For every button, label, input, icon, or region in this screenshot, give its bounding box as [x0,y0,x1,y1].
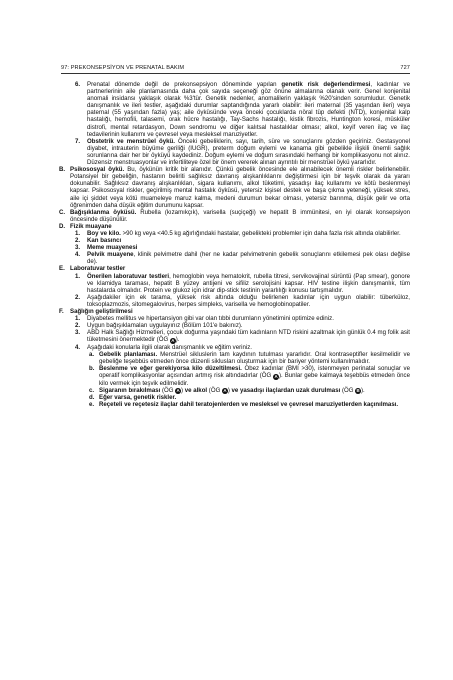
body-text: Rubella (kızamıkçık), varisella (suçiçeği) ve hepatit B immünitesi, en iyi olarak konsepsiyon öncesinde düşünülür. [70,208,410,223]
body-text: ). Bunlar gebe kalmaya teşebbüs etmeden önce kilo vermek için teşvik edilmelidir. [99,372,410,387]
item-marker: c. [89,386,95,394]
outline-item [61,351,410,365]
bold-text: Kan basıncı [87,237,122,245]
outline-item [61,394,410,401]
bold-text: Boy ve kilo. [87,229,121,237]
outline-item [61,273,410,294]
body-text: ) [181,386,185,394]
item-marker: e. [89,401,95,409]
item-marker: D. [59,222,66,230]
item-marker: F. [59,308,64,315]
evidence-grade-badge: A [176,388,180,394]
outline-item [61,138,410,166]
outline-item [61,166,410,209]
bold-text: Eğer varsa, genetik riskler. [99,394,177,402]
page-body [61,81,410,408]
evidence-grade-badge: B [356,388,360,394]
bold-text: Meme muayenesi [87,244,138,252]
body-text: Bu, öykünün kritik bir alanıdır. Çünkü gebelik öncesinde ele alınabilecek önemli riskler belirlenebilir. Potansiyel bir gebeliğin, hastanın beliriti sağlıksız davranış alışkanlıklarını değiştirmesi için bir teşvik olarak da yararı dokunabilir. Sağlıksız davranış alışkanlıkları, sigara kullanımı, alkol tüketimi, yasadışı ilaç kullanımı ve kötü beslenmeyi kapsar. Psikososyal riskler, geçirilmiş mental hastalık öyküsü, yetersiz kişisel destek ve başa çıkma yeteneği, yüksek stres, aile içi şiddet veya kötü muameleye maruz kalma, medeni durumun bekar olması, yetersiz barınma, düşük gelir ve orta öğrenimden daha düşük eğitim durumunu kapsar. [70,166,410,209]
item-marker: b. [89,365,95,373]
item-marker: 2. [75,293,81,301]
body-text: (ÖG [160,386,176,394]
item-marker: d. [89,394,95,402]
item-marker: 2. [75,322,81,330]
bold-text: Pelvik muayene [87,251,134,259]
evidence-grade-badge: A [171,337,175,343]
bold-text: genetik risk değerlendirmesi [281,81,371,88]
body-text: >90 kg veya <40.5 kg ağırlığındaki hastalar, gebelikteki problemler için daha fazla risk altında olabilirler. [120,229,401,237]
header-rule [61,73,410,74]
outline-item [61,244,410,251]
item-marker: 3. [75,244,81,252]
outline-item [61,344,410,351]
body-text: Prenatal dönemde değil de prekonsepsiyon döneminde yapılan [87,81,282,88]
outline-item [61,230,410,237]
bold-text: Gebelik planlaması. [99,350,158,358]
bold-text: Obstetrik ve menstrüel öykü. [87,137,175,145]
item-marker: a. [89,350,95,358]
body-text: (ÖG [340,386,356,394]
body-text: Obez kadınlar (BMI >30), istenmeyen perinatal sonuçlar ve operatif komplikasyonlar açısından artmış risk altındadırlar (ÖG [99,365,410,380]
item-marker: E. [59,265,65,273]
item-marker: 4. [75,343,81,351]
outline-item [61,401,410,408]
item-marker: C. [59,208,66,216]
bold-text: Önerilen laboratuvar testleri [87,272,170,280]
outline-item [61,237,410,244]
body-text: Menstrüel sikluslerin tam kaydının tutulması yararlıdır. Oral kontraseptifler kesilmelidir ve gebeliğe teşebbüs etmeden önce düzenli siklusları oluşturmak için bir bariyer yöntemi kullanılmalıdır. [99,350,410,365]
bold-text: ve alkol [184,386,208,394]
item-marker: 6. [75,81,81,88]
outline-item [61,329,410,343]
body-text: , kadınlar ve partnerlerinin aile planlamasında daha çok sayıda seçeneği göz önüne almalarına olanak verir. Genel konjenital anomali insidansı yaklaşık olarak %3'tür. Genetik nedenler, anomalilerin yaklaşık %20'sinden sorumludur. Genetik danışmanlık ve ileri testler, aşağıdaki durumlar saptandığında yararlı olabilir: ileri maternal (35 yaşından ileri) veya paternal (55 yaşından fazla) yaş; aile öyküsünde veya önceki çocuklarda nöral tüp defekti (NTD), konjenital kalp hastalığı, hemofili, talasemi, orak hücre hastalığı, Tay-Sachs hastalığı, kistik fibrozis, Huntington koresi, müsküler distrofi, mental retardasyon, Down sendromu ve diğer kalıtsal hastalıklar olması; alkol, keyif veren ilaç ve ilaç tedavilerinin kullanımı ve çevresel veya mesleksel maruziyetler. [87,81,410,138]
body-text: ). [175,336,180,344]
item-marker: 7. [75,137,81,145]
outline-item [61,209,410,223]
body-text: Aşağıdakiler için ek tarama, yüksek risk altında olduğu belirlenen kadınlar için uygun olabilir: tüberküloz, toksoplazmozis, sitomegalovirus, herpes simpleks, varisella ve hemoglobinopatiler. [87,293,410,308]
item-marker: 4. [75,251,81,259]
body-text: Aşağıdaki konularla ilgili olarak danışmanlık ve eğitim veriniz. [87,343,252,351]
item-marker: 3. [75,329,81,337]
item-marker: 1. [75,315,81,323]
running-header [61,65,410,71]
bold-text: Sağlığın geliştirilmesi [70,308,133,315]
outline-item [61,81,410,138]
chapter-title: 97: PREKONSEPSİYON VE PRENATAL BAKIM [61,65,185,71]
outline-item [61,265,410,272]
outline-item [61,387,410,394]
bold-text: Fizik muayane [70,222,112,230]
page-number: 727 [400,65,410,71]
item-marker: B. [59,166,66,174]
body-text: , klinik pelvimetre dahil (her ne kadar pelvimetrenin gebelik sonuçlarını etkilemesi pek olası değilse de). [87,251,410,266]
body-text: ) [227,386,232,394]
body-text: , hemoglobin veya hematokrit, rubella titresi, servikovajinal sürüntü (Pap smear), gonore ve klamidya taraması, hepatit B yüzey antijeni ve sifiliz serolojisini kapsar. HIV testine ilişkin danışmanlık, tüm hastalarda olmalıdır. Protein ve glukoz için idrar dip-stick testinin yararlılığı konusu tartışmalıdır. [87,272,411,294]
outline-item [61,315,410,322]
outline-item [61,308,410,315]
outline-item [61,365,410,387]
bold-text: Psikososyal öykü. [70,166,125,174]
bold-text: Reçeteli ve reçetesiz ilaçlar dahil teratojenlerden ve mesleksel ve çevresel maruziyetlerden kaçınılması. [99,401,399,409]
bold-text: Sigaranın bırakılması [99,386,161,394]
evidence-grade-badge: A [223,388,227,394]
bold-text: Laboratuvar testler [70,265,126,273]
body-text: Önceki gebeliklerin, sayı, tarih, süre ve sonuçlarını gözden geçiriniz. Gestasyonel diyabet, intrauterin büyüme geriliği (IUGR), preterm doğum eylemi ve kanama gibi gebelikle ilişkili önemli sağlık sorunlarına dair her bir öyküyü kaydediniz. Doğum eylemi ve doğum sırasındaki herhangi bir komplikasyonu not alınız. Düzensiz menstruasyonlar ve infertiliteye özel bir önem vererek alınan ayrıntılı bir menstrüel öykü yararlıdır. [87,137,410,167]
outline-item [61,223,410,230]
item-marker: 1. [75,229,81,237]
body-text: Uygun bağışıklamaları uygulayınız (Bölüm 101'e bakınız). [87,322,243,330]
evidence-grade-badge: A [274,373,278,379]
bold-text: ve yasadışı ilaçlardan uzak durulması [231,386,341,394]
bold-text: Beslenme ve eğer gerekiyorsa kilo düzeltilmesi. [99,365,242,373]
item-marker: 1. [75,272,81,280]
body-text: ). [360,386,365,394]
bold-text: Bağışıklanma öyküsü. [70,208,137,216]
outline-item [61,294,410,308]
item-marker: 2. [75,237,81,245]
body-text: (ÖG [207,386,223,394]
outline-item [61,322,410,329]
outline-item [61,251,410,265]
body-text: Diyabetes mellitus ve hipertansiyon gibi var olan tıbbi durumların yönetimini optimize ediniz. [87,315,334,323]
body-text: ABD Halk Sağlığı Hizmetleri, çocuk doğurma yaşındaki tüm kadınların NTD riskini azaltmak için günlük 0.4 mg folik asit tüketmesini önermektedir (ÖG [87,329,410,344]
